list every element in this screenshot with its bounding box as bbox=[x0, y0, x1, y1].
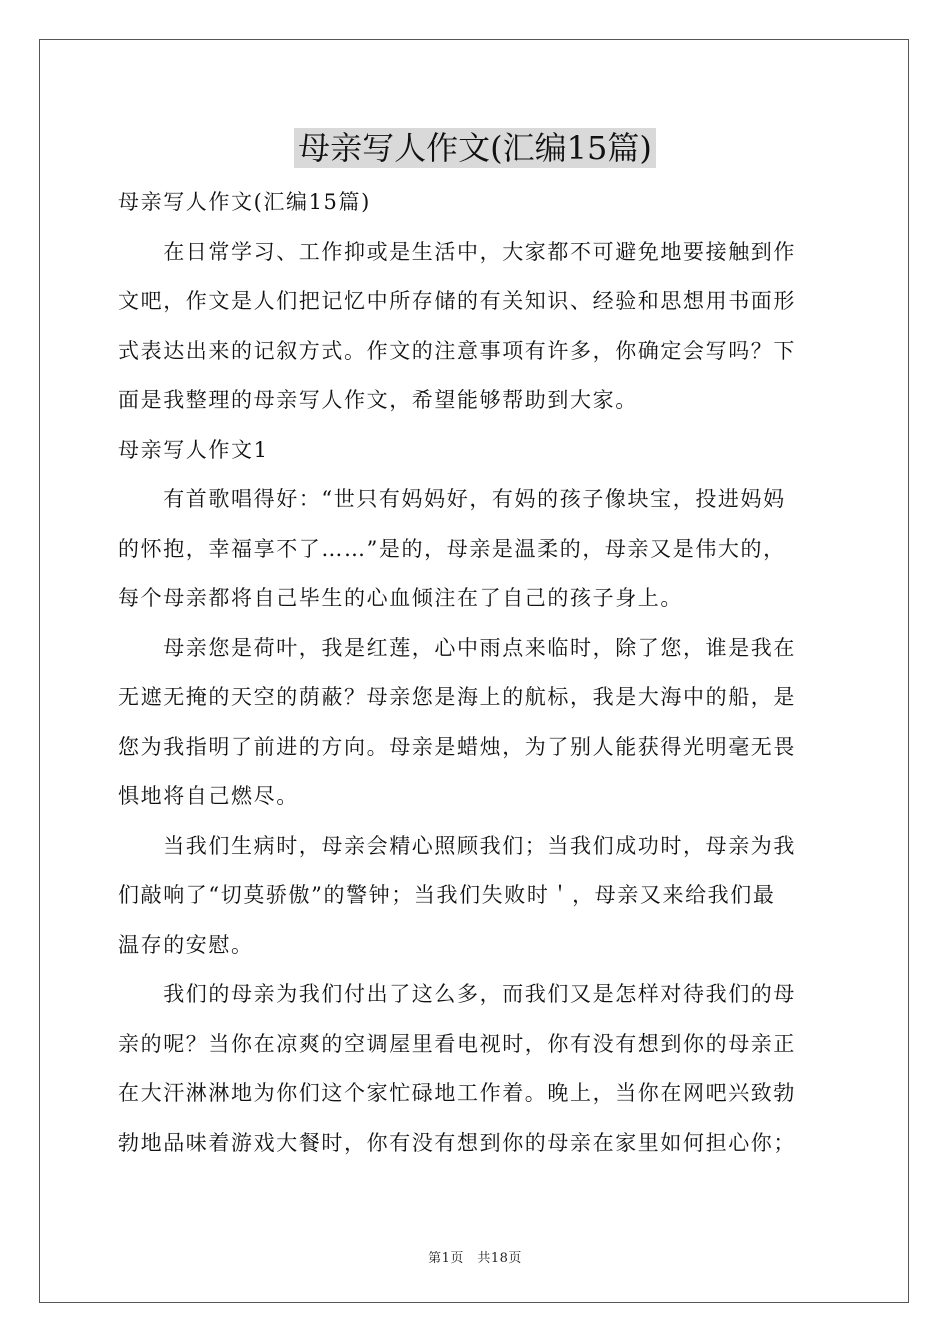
document-title: 母亲写人作文(汇编15篇) bbox=[294, 128, 656, 168]
document-body bbox=[118, 178, 834, 1168]
text-line: 母亲您是荷叶，我是红莲，心中雨点来临时，除了您，谁是我在 bbox=[118, 635, 796, 660]
text-line: 的怀抱，幸福享不了……”是的，母亲是温柔的，母亲又是伟大的， bbox=[118, 536, 786, 561]
section-heading: 母亲写人作文1 bbox=[118, 437, 269, 462]
text-line: 式表达出来的记叙方式。作文的注意事项有许多，你确定会写吗？下 bbox=[118, 338, 796, 363]
page-number-label: 第1页 共18页 bbox=[428, 1251, 522, 1266]
text-line: 勃地品味着游戏大餐时，你有没有想到你的母亲在家里如何担心你； bbox=[118, 1130, 796, 1155]
text-line: 面是我整理的母亲写人作文，希望能够帮助到大家。 bbox=[118, 388, 638, 412]
text-line: 有首歌唱得好：“世只有妈妈好，有妈的孩子像块宝，投进妈妈 bbox=[118, 487, 786, 511]
text-line: 我们的母亲为我们付出了这么多，而我们又是怎样对待我们的母 bbox=[118, 982, 796, 1006]
text-line: 文吧，作文是人们把记忆中所存储的有关知识、经验和思想用书面形 bbox=[118, 289, 796, 313]
page-footer bbox=[0, 1247, 950, 1266]
text-line: 每个母亲都将自己毕生的心血倾注在了自己的孩子身上。 bbox=[118, 586, 683, 610]
text-line: 们敲响了“切莫骄傲”的警钟；当我们失败时＇，母亲又来给我们最 bbox=[118, 883, 776, 907]
title-container bbox=[0, 128, 950, 168]
text-line: 无遮无掩的天空的荫蔽？母亲您是海上的航标，我是大海中的船，是 bbox=[118, 685, 796, 709]
text-line: 您为我指明了前进的方向。母亲是蜡烛，为了别人能获得光明毫无畏 bbox=[118, 734, 796, 759]
text-line: 当我们生病时，母亲会精心照顾我们；当我们成功时，母亲为我 bbox=[118, 833, 796, 858]
text-line: 温存的安慰。 bbox=[118, 932, 254, 957]
text-line: 惧地将自己燃尽。 bbox=[118, 784, 299, 808]
text-line: 在日常学习、工作抑或是生活中，大家都不可避免地要接触到作 bbox=[118, 239, 796, 264]
subtitle-line: 母亲写人作文(汇编15篇) bbox=[118, 190, 371, 214]
text-line: 在大汗淋淋地为你们这个家忙碌地工作着。晚上，当你在网吧兴致勃 bbox=[118, 1081, 796, 1105]
text-line: 亲的呢？当你在凉爽的空调屋里看电视时，你有没有想到你的母亲正 bbox=[118, 1031, 796, 1056]
